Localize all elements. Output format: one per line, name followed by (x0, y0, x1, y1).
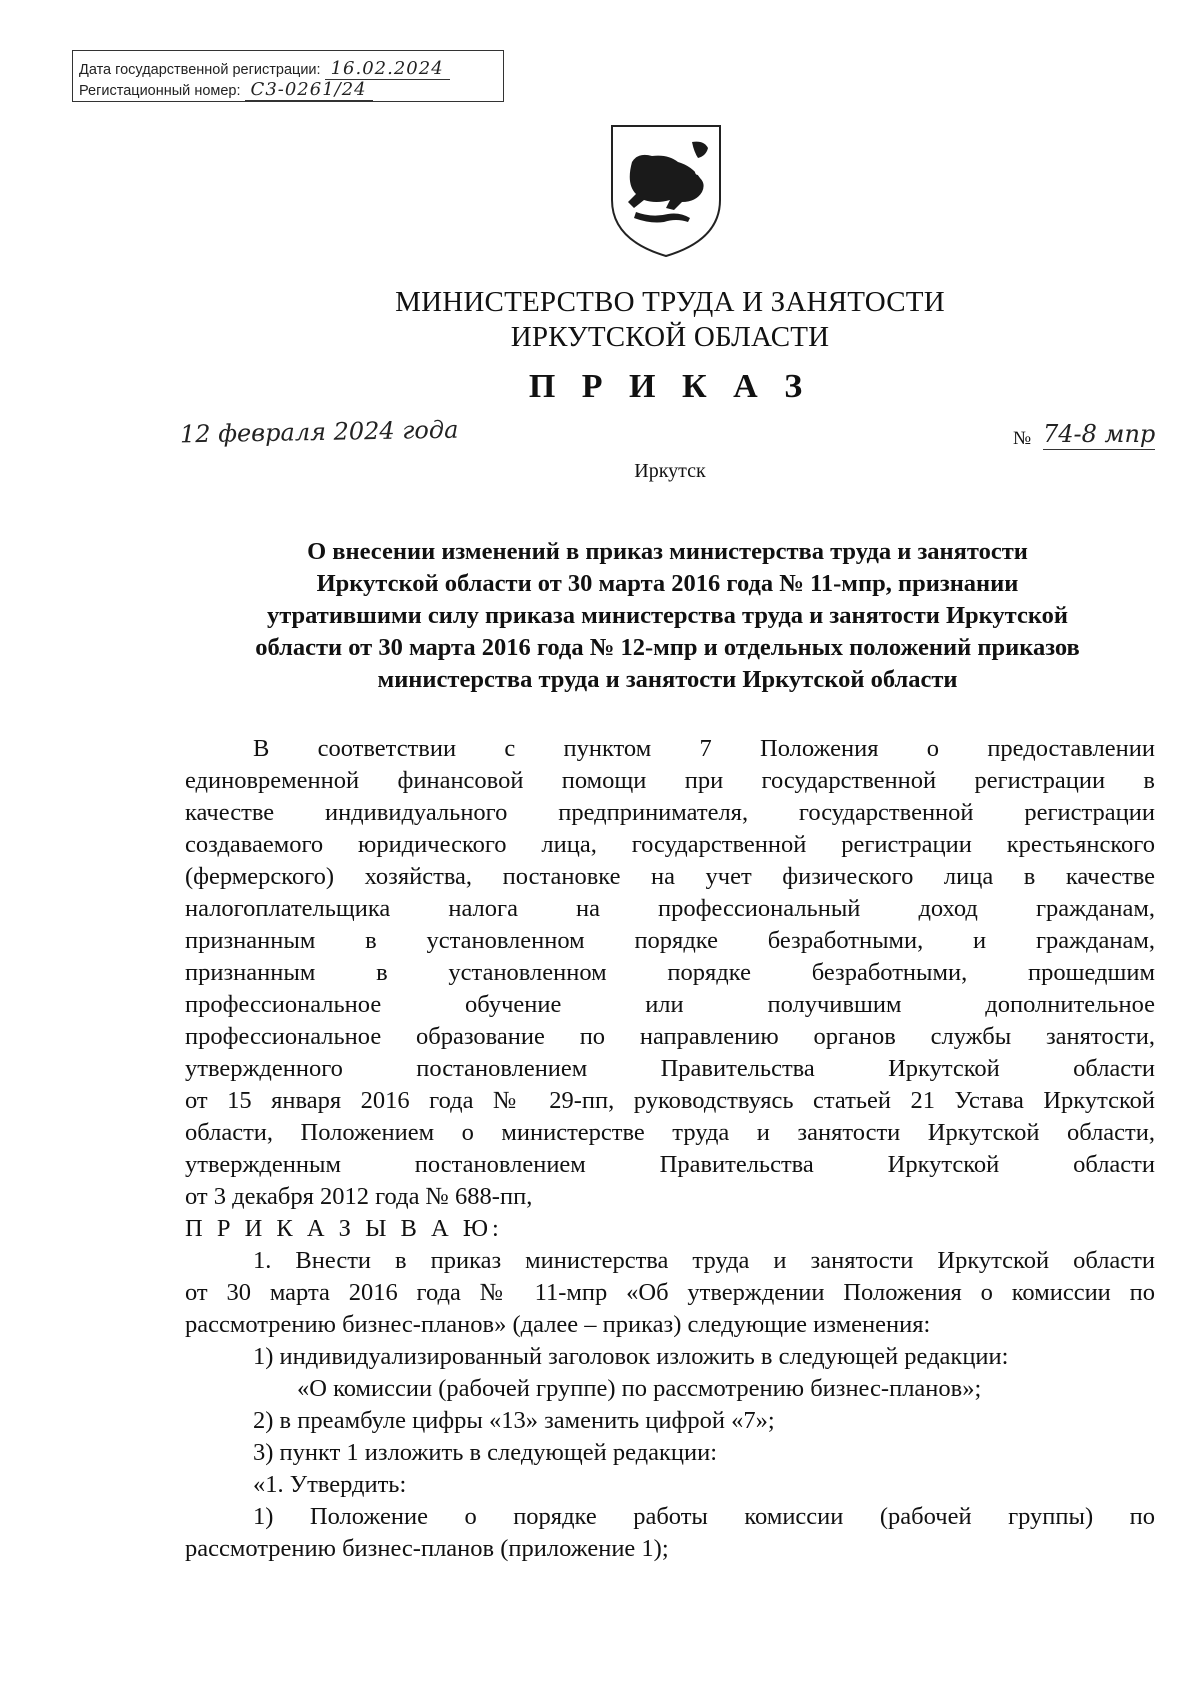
title-line: О внесении изменений в приказ министерства труда и занятости (307, 538, 1028, 565)
title-line: области от 30 марта 2016 года № 12-мпр и отдельных положений приказов (255, 634, 1080, 661)
preamble-line: качестве индивидуального предпринимателя, государственной регистрации (185, 799, 1155, 826)
order-number: 74-8 мпр (1043, 420, 1156, 448)
approve-item-line: 1) Положение о порядке работы комиссии (рабочей группы) по (253, 1503, 1155, 1530)
preamble-line: области, Положением о министерстве труда и занятости Иркутской области, (185, 1119, 1155, 1146)
subitem-3: 3) пункт 1 изложить в следующей редакции: (253, 1439, 718, 1466)
approve-item-line: рассмотрению бизнес-планов (приложение 1); (185, 1535, 669, 1562)
preamble-line: создаваемого юридического лица, государственной регистрации крестьянского (185, 831, 1155, 858)
reg-number-label: Регистационный номер: (79, 83, 241, 99)
registration-stamp (72, 50, 504, 102)
approve-heading: «1. Утвердить: (253, 1471, 407, 1498)
order-number-label: № (1013, 428, 1032, 449)
preamble-line: от 3 декабря 2012 года № 688-пп, (185, 1183, 533, 1210)
document-type: П Р И К А З (528, 368, 812, 405)
subitem-1: 1) индивидуализированный заголовок изложить в следующей редакции: (253, 1343, 1009, 1370)
preamble-line: утвержденного постановлением Правительства Иркутской области (185, 1055, 1155, 1082)
order-word: П Р И К А З Ы В А Ю: (185, 1215, 503, 1242)
city: Иркутск (634, 460, 706, 482)
reg-number-value: С3-0261/24 (245, 79, 373, 101)
reg-date-value: 16.02.2024 (325, 58, 450, 80)
item1-line: рассмотрению бизнес-планов» (далее – приказ) следующие изменения: (185, 1311, 931, 1338)
preamble-line: налогоплательщика налога на профессиональный доход гражданам, (185, 895, 1155, 922)
subitem-2: 2) в преамбуле цифры «13» заменить цифрой «7»; (253, 1407, 775, 1434)
item1-line: 1. Внести в приказ министерства труда и занятости Иркутской области (253, 1247, 1155, 1274)
preamble-line: единовременной финансовой помощи при государственной регистрации в (185, 767, 1155, 794)
preamble-line: признанным в установленном порядке безработными, прошедшим (185, 959, 1155, 986)
preamble-line: признанным в установленном порядке безработными, и гражданам, (185, 927, 1155, 954)
reg-date-row (79, 58, 450, 79)
reg-number-row (79, 79, 373, 100)
preamble-line: профессиональное образование по направлению органов службы занятости, (185, 1023, 1155, 1050)
preamble-line: В соответствии с пунктом 7 Положения о предоставлении (253, 735, 1155, 762)
title-line: Иркутской области от 30 марта 2016 года № 11-мпр, признании (316, 570, 1019, 597)
title-line: утратившими силу приказа министерства труда и занятости Иркутской (266, 602, 1069, 629)
order-date: 12 февраля 2024 года (179, 415, 459, 449)
reg-date-label: Дата государственной регистрации: (79, 62, 321, 78)
ministry-name-line2: ИРКУТСКОЙ ОБЛАСТИ (510, 321, 830, 353)
subitem-1-quote: «О комиссии (рабочей группе) по рассмотрению бизнес-планов»; (297, 1375, 982, 1402)
preamble-line: профессиональное обучение или получившим дополнительное (185, 991, 1155, 1018)
item1-line: от 30 марта 2016 года № 11-мпр «Об утверждении Положения о комиссии по (185, 1279, 1155, 1306)
preamble-line: (фермерского) хозяйства, постановке на учет физического лица в качестве (185, 863, 1155, 890)
preamble-line: от 15 января 2016 года № 29-пп, руководствуясь статьей 21 Устава Иркутской (185, 1087, 1155, 1114)
coat-of-arms-icon (608, 122, 724, 260)
preamble-line: утвержденным постановлением Правительства Иркутской области (185, 1151, 1155, 1178)
title-line: министерства труда и занятости Иркутской области (377, 666, 958, 693)
ministry-name-line1: МИНИСТЕРСТВО ТРУДА И ЗАНЯТОСТИ (395, 286, 945, 318)
document-body (185, 733, 1155, 1565)
document-title (180, 536, 1155, 696)
